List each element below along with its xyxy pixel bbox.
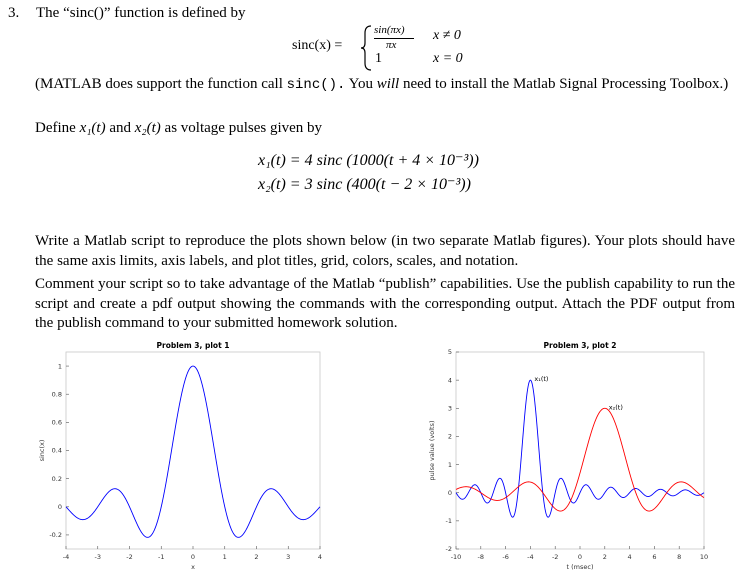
sinc-lhs: sinc(x) = — [292, 38, 343, 53]
sinc-code: sinc(). — [286, 77, 346, 93]
y-tick-label: 3 — [447, 404, 452, 413]
sinc-definition — [292, 24, 492, 72]
y-tick-label: 5 — [447, 348, 452, 357]
publish-instructions: Comment your script so to take advantage of the Matlab “publish” capabilities. Use the publish capability to run the script and create a pdf output showing the commands with the corresponding output. Attach the PDF output from the publish command to your submitted homework solution. — [35, 276, 735, 331]
x-tick-label: 4 — [627, 553, 632, 561]
define-line — [35, 119, 735, 139]
plot2-figure — [420, 338, 742, 574]
plot-area — [456, 352, 704, 549]
x-tick-label: -2 — [551, 553, 559, 561]
define-x2: x₂(t) — [134, 120, 161, 136]
problem-intro: The “sinc()” function is defined by — [36, 5, 246, 21]
define-x1: x₁(t) — [79, 120, 106, 136]
case1-numerator: sin(πx) — [374, 24, 405, 36]
case1-condition: x ≠ 0 — [433, 28, 461, 43]
script-instructions: Write a Matlab script to reproduce the plots shown below (in two separate Matlab figures). Your plots should have the same axis limits, axis labels, and plot titles, grid, colors, scales, and notation. — [35, 233, 735, 269]
x-tick-label: 2 — [602, 553, 607, 561]
chart-title: Problem 3, plot 2 — [543, 341, 617, 350]
x-tick-label: 3 — [286, 553, 291, 561]
y-tick-label: -1 — [445, 517, 452, 526]
chart-title: Problem 3, plot 1 — [156, 341, 230, 350]
y-axis-label: sinc(x) — [38, 439, 46, 462]
will-emphasis: will — [376, 76, 400, 92]
x-tick-label: 10 — [699, 553, 709, 561]
problem-number: 3. — [8, 5, 20, 21]
x-tick-label: 0 — [577, 553, 583, 561]
case2-condition: x = 0 — [433, 51, 463, 66]
x-tick-label: -4 — [62, 553, 70, 561]
x-tick-label: 8 — [677, 553, 682, 561]
x-tick-label: 2 — [254, 553, 259, 561]
matlab-note — [35, 75, 735, 96]
matlab-note-text-b: You — [345, 76, 377, 92]
case2-value: 1 — [375, 51, 382, 66]
y-tick-label: 0.4 — [51, 446, 62, 455]
x-tick-label: 6 — [652, 553, 657, 561]
y-tick-label: 4 — [447, 376, 452, 385]
case1-denominator: πx — [386, 39, 397, 51]
x-tick-label: -4 — [527, 553, 534, 561]
x-axis-label: t (msec) — [566, 563, 594, 571]
x-tick-label: 4 — [317, 553, 323, 561]
y-tick-label: 2 — [447, 432, 452, 441]
define-text: Define — [35, 120, 80, 136]
annotation-label: x₁(t) — [534, 375, 549, 384]
x-tick-label: 1 — [222, 553, 227, 561]
matlab-note-text-c: need to install the Matlab Signal Processing Toolbox.) — [399, 76, 729, 92]
y-tick-label: 0 — [447, 488, 452, 497]
y-tick-label: -2 — [445, 545, 452, 554]
x-tick-label: -6 — [502, 553, 509, 561]
define-and: and — [105, 120, 135, 136]
y-axis-label: pulse value (volts) — [428, 420, 436, 481]
y-tick-label: 0.6 — [51, 418, 62, 427]
x-tick-label: 0 — [190, 553, 196, 561]
plot1-figure — [30, 338, 340, 574]
x-axis-label: x — [191, 563, 195, 571]
annotation-label: x₂(t) — [608, 403, 623, 412]
x-tick-label: -1 — [158, 553, 165, 561]
x-tick-label: -10 — [450, 553, 462, 561]
x-tick-label: -3 — [94, 553, 101, 561]
equation-x1: x₁(t) = 4 sinc (1000(t + 4 × 10⁻³)) — [258, 152, 479, 169]
define-tail: as voltage pulses given by — [160, 120, 323, 136]
y-tick-label: 1 — [57, 362, 62, 371]
y-tick-label: 0.8 — [51, 390, 62, 399]
y-tick-label: 0.2 — [51, 474, 62, 483]
left-brace-icon — [360, 25, 374, 71]
x-tick-label: -8 — [477, 553, 485, 561]
y-tick-label: -0.2 — [49, 531, 62, 540]
y-tick-label: 0 — [57, 502, 62, 511]
x-tick-label: -2 — [126, 553, 133, 561]
plot-area — [66, 352, 320, 549]
equation-x2: x₂(t) = 3 sinc (400(t − 2 × 10⁻³)) — [258, 176, 471, 193]
matlab-note-text: (MATLAB does support the function call — [35, 76, 287, 92]
y-tick-label: 1 — [447, 460, 452, 469]
